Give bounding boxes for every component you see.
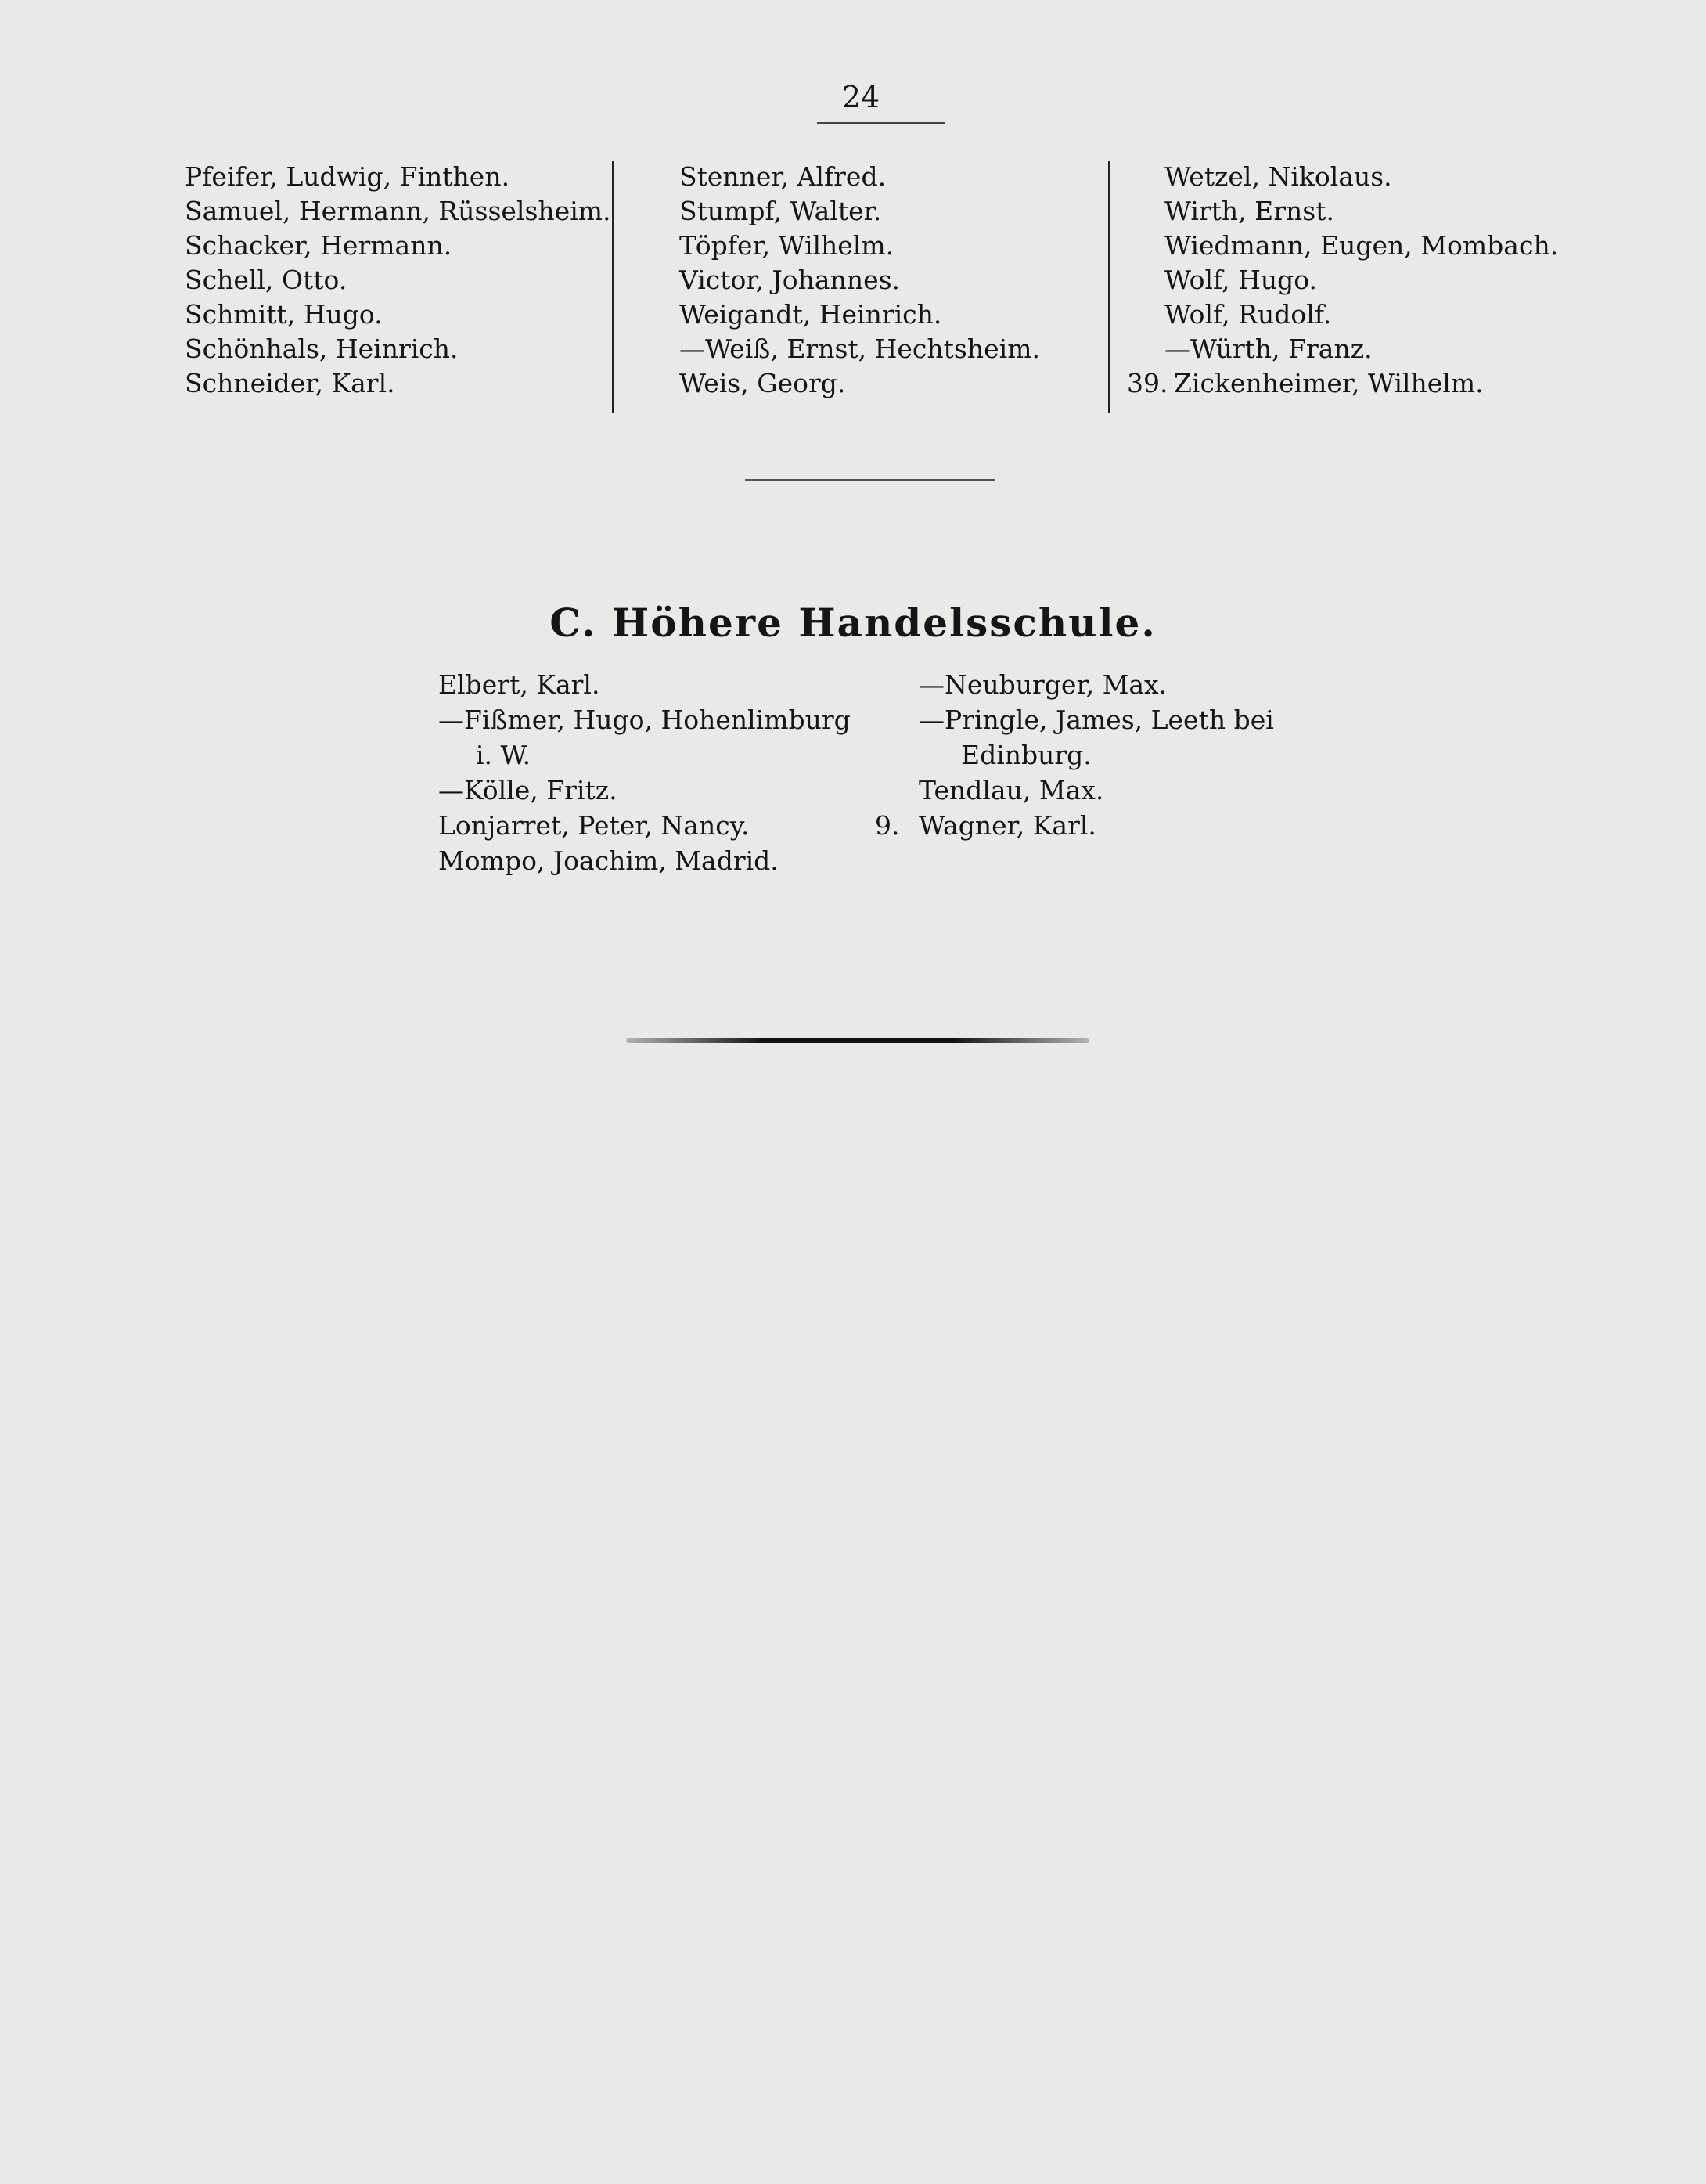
list-item: —Kölle, Fritz. bbox=[438, 775, 617, 805]
list-item: Mompo, Joachim, Madrid. bbox=[438, 845, 779, 876]
name-column-2 bbox=[679, 160, 1040, 401]
list-item: Stumpf, Walter. bbox=[679, 196, 882, 226]
section-c-column-left bbox=[438, 667, 851, 878]
list-item bbox=[875, 808, 1274, 843]
list-item: Samuel, Hermann, Rüsselsheim. bbox=[185, 196, 611, 226]
list-item: Wolf, Rudolf. bbox=[1164, 299, 1332, 330]
list-item: Schneider, Karl. bbox=[185, 368, 395, 398]
list-item: Victor, Johannes. bbox=[679, 265, 901, 295]
list-item: —Fißmer, Hugo, Hohenlimburg bbox=[438, 705, 851, 735]
list-item: Weigandt, Heinrich. bbox=[679, 299, 942, 330]
list-item: Lonjarret, Peter, Nancy. bbox=[438, 810, 750, 841]
column-divider bbox=[1108, 161, 1110, 413]
list-item: —Pringle, James, Leeth bei bbox=[919, 705, 1274, 735]
list-item: Schönhals, Heinrich. bbox=[185, 333, 459, 364]
list-item-continuation: Edinburg. bbox=[961, 740, 1092, 770]
list-item: —Neuburger, Max. bbox=[919, 669, 1168, 700]
list-item: Wolf, Hugo. bbox=[1164, 265, 1318, 295]
list-item: Schell, Otto. bbox=[185, 265, 347, 295]
list-item-continuation: i. W. bbox=[476, 740, 531, 770]
total-count: 39. bbox=[1127, 368, 1168, 398]
list-item: Schacker, Hermann. bbox=[185, 230, 452, 261]
list-item: —Weiß, Ernst, Hechtsheim. bbox=[679, 333, 1040, 364]
list-item: Wetzel, Nikolaus. bbox=[1164, 161, 1392, 192]
column-divider bbox=[612, 161, 614, 413]
list-item-label: Zickenheimer, Wilhelm. bbox=[1174, 368, 1484, 398]
list-item: Tendlau, Max. bbox=[919, 775, 1104, 805]
list-item bbox=[1127, 366, 1558, 401]
section-c-column-right bbox=[875, 667, 1274, 843]
list-item: Pfeifer, Ludwig, Finthen. bbox=[185, 161, 510, 192]
list-item: Wiedmann, Eugen, Mombach. bbox=[1164, 230, 1559, 261]
list-item: —Würth, Franz. bbox=[1164, 333, 1373, 364]
list-item: Weis, Georg. bbox=[679, 368, 846, 398]
name-column-1 bbox=[185, 160, 611, 401]
section-heading: C. Höhere Handelsschule. bbox=[549, 600, 1157, 646]
top-rule bbox=[817, 122, 945, 124]
closing-rule bbox=[626, 1038, 1089, 1043]
name-column-3 bbox=[1127, 160, 1558, 401]
page-number: 24 bbox=[841, 80, 880, 114]
section-divider bbox=[745, 479, 995, 481]
list-item-label: Wagner, Karl. bbox=[919, 810, 1096, 841]
list-item: Töpfer, Wilhelm. bbox=[679, 230, 894, 261]
list-item: Wirth, Ernst. bbox=[1164, 196, 1334, 226]
list-item: Stenner, Alfred. bbox=[679, 161, 887, 192]
list-item: Schmitt, Hugo. bbox=[185, 299, 383, 330]
list-item: Elbert, Karl. bbox=[438, 669, 600, 700]
total-count: 9. bbox=[875, 810, 900, 841]
